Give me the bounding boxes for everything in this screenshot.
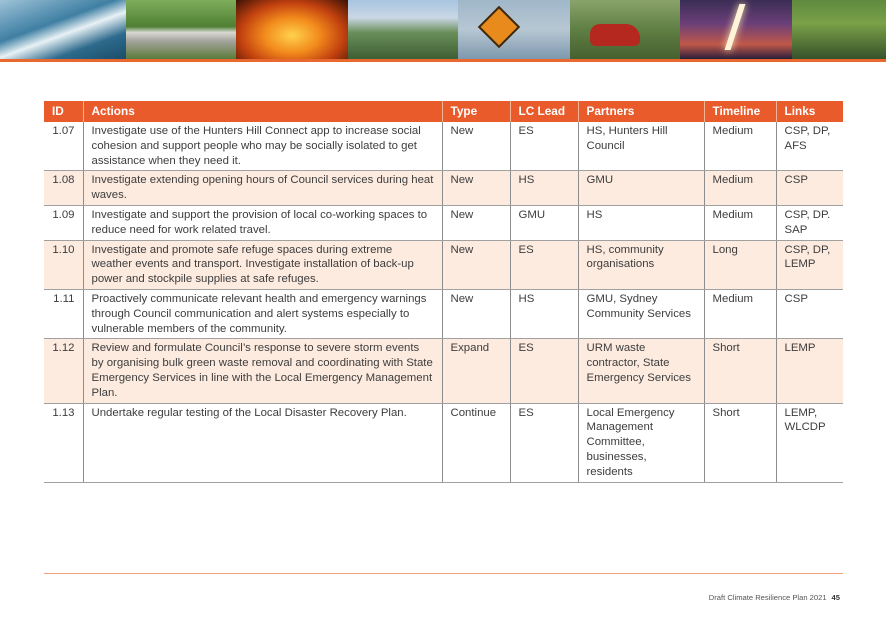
table-row — [44, 339, 843, 403]
cell-id: 1.08 — [44, 171, 83, 206]
cell-action: Review and formulate Council’s response to severe storm events by organising bulk green waste removal and coordinating with State Emergency Services in line with the Local Emergency Management Plan. — [83, 339, 442, 403]
cell-links: LEMP, WLCDP — [776, 403, 843, 482]
table-row — [44, 171, 843, 206]
cell-timeline: Medium — [704, 205, 776, 240]
banner-divider — [0, 59, 886, 62]
header-banner — [0, 0, 886, 59]
cell-action: Investigate and promote safe refuge spaces during extreme weather events and transport. Investigate installation of back-up power and stockpile supplies at safe refuges. — [83, 240, 442, 289]
cell-lead: ES — [510, 122, 578, 171]
cell-partners: URM waste contractor, State Emergency Services — [578, 339, 704, 403]
cell-action: Undertake regular testing of the Local Disaster Recovery Plan. — [83, 403, 442, 482]
cell-id: 1.07 — [44, 122, 83, 171]
table-row — [44, 205, 843, 240]
cell-id: 1.13 — [44, 403, 83, 482]
banner-photo-flood-sign — [458, 0, 570, 59]
cell-type: Continue — [442, 403, 510, 482]
cell-id: 1.12 — [44, 339, 83, 403]
cell-partners: HS, community organisations — [578, 240, 704, 289]
table-row — [44, 403, 843, 482]
cell-timeline: Short — [704, 339, 776, 403]
banner-photo-forest — [792, 0, 886, 59]
page-footer — [709, 593, 840, 602]
header-lc-lead: LC Lead — [510, 101, 578, 122]
cell-links: CSP — [776, 289, 843, 338]
cell-type: Expand — [442, 339, 510, 403]
cell-partners: HS, Hunters Hill Council — [578, 122, 704, 171]
table-row — [44, 289, 843, 338]
table-row — [44, 240, 843, 289]
cell-type: New — [442, 205, 510, 240]
cell-action: Investigate use of the Hunters Hill Connect app to increase social cohesion and support people who may be socially isolated to get assistance when they need it. — [83, 122, 442, 171]
warning-sign-icon — [478, 6, 520, 48]
banner-photo-lightning — [680, 0, 792, 59]
cell-partners: HS — [578, 205, 704, 240]
cell-lead: GMU — [510, 205, 578, 240]
car-icon — [590, 24, 640, 46]
banner-photo-wave — [0, 0, 126, 59]
banner-photo-house — [126, 0, 236, 59]
banner-photo-storm-car — [570, 0, 680, 59]
cell-lead: ES — [510, 403, 578, 482]
cell-timeline: Medium — [704, 122, 776, 171]
page-number: 45 — [831, 593, 840, 602]
table-header-row — [44, 101, 843, 122]
banner-photo-green-building — [348, 0, 458, 59]
cell-links: CSP — [776, 171, 843, 206]
cell-timeline: Medium — [704, 289, 776, 338]
banner-photo-bushfire — [236, 0, 348, 59]
header-partners: Partners — [578, 101, 704, 122]
cell-type: New — [442, 171, 510, 206]
cell-id: 1.10 — [44, 240, 83, 289]
cell-action: Investigate extending opening hours of Council services during heat waves. — [83, 171, 442, 206]
header-type: Type — [442, 101, 510, 122]
cell-links: CSP, DP. SAP — [776, 205, 843, 240]
cell-links: LEMP — [776, 339, 843, 403]
table-row — [44, 122, 843, 171]
cell-timeline: Medium — [704, 171, 776, 206]
cell-timeline: Short — [704, 403, 776, 482]
cell-timeline: Long — [704, 240, 776, 289]
footer-divider — [44, 573, 843, 574]
cell-type: New — [442, 289, 510, 338]
actions-table — [44, 101, 843, 483]
cell-action: Investigate and support the provision of local co-working spaces to reduce need for work related travel. — [83, 205, 442, 240]
header-timeline: Timeline — [704, 101, 776, 122]
cell-lead: HS — [510, 289, 578, 338]
cell-type: New — [442, 240, 510, 289]
cell-id: 1.09 — [44, 205, 83, 240]
cell-lead: HS — [510, 171, 578, 206]
header-links: Links — [776, 101, 843, 122]
cell-lead: ES — [510, 240, 578, 289]
cell-id: 1.11 — [44, 289, 83, 338]
cell-partners: GMU, Sydney Community Services — [578, 289, 704, 338]
cell-action: Proactively communicate relevant health and emergency warnings through Council communication and alert systems especially to vulnerable members of the community. — [83, 289, 442, 338]
header-id: ID — [44, 101, 83, 122]
cell-links: CSP, DP, AFS — [776, 122, 843, 171]
cell-type: New — [442, 122, 510, 171]
header-actions: Actions — [83, 101, 442, 122]
footer-doc-title: Draft Climate Resilience Plan 2021 — [708, 593, 827, 602]
cell-partners: GMU — [578, 171, 704, 206]
lightning-icon — [725, 4, 746, 50]
cell-links: CSP, DP, LEMP — [776, 240, 843, 289]
cell-partners: Local Emergency Management Committee, businesses, residents — [578, 403, 704, 482]
cell-lead: ES — [510, 339, 578, 403]
